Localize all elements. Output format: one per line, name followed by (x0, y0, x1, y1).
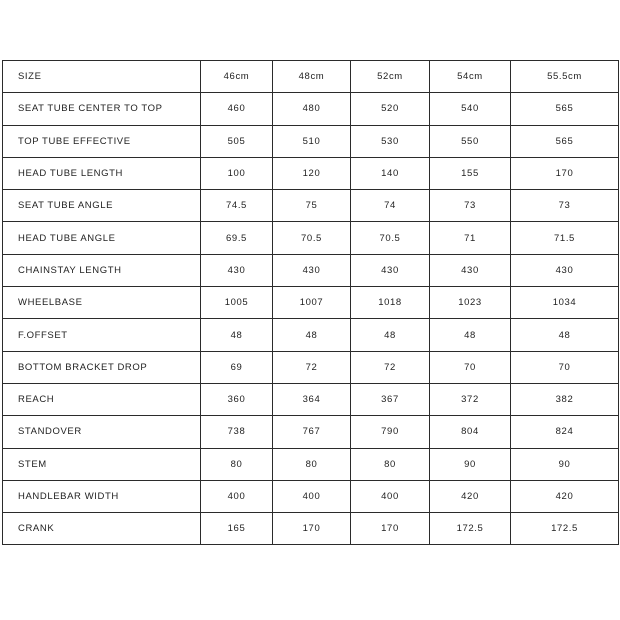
value-cell: 430 (430, 254, 511, 286)
value-cell: 140 (351, 157, 430, 189)
geometry-table (2, 60, 619, 545)
row-label-cell: TOP TUBE EFFECTIVE (3, 125, 201, 157)
value-cell: 100 (201, 157, 273, 189)
header-cell-46cm: 46cm (201, 61, 273, 93)
value-cell: 767 (273, 416, 351, 448)
row-label-cell: BOTTOM BRACKET DROP (3, 351, 201, 383)
row-label-cell: REACH (3, 383, 201, 415)
row-label-cell: CRANK (3, 513, 201, 545)
value-cell: 71.5 (511, 222, 619, 254)
value-cell: 1007 (273, 287, 351, 319)
value-cell: 172.5 (511, 513, 619, 545)
value-cell: 80 (351, 448, 430, 480)
value-cell: 540 (430, 93, 511, 125)
value-cell: 70 (430, 351, 511, 383)
header-cell-size: SIZE (3, 61, 201, 93)
table-row (3, 125, 619, 157)
table-row (3, 319, 619, 351)
value-cell: 155 (430, 157, 511, 189)
value-cell: 367 (351, 383, 430, 415)
value-cell: 1018 (351, 287, 430, 319)
value-cell: 72 (351, 351, 430, 383)
row-label-cell: HANDLEBAR WIDTH (3, 480, 201, 512)
value-cell: 69 (201, 351, 273, 383)
value-cell: 364 (273, 383, 351, 415)
value-cell: 74.5 (201, 190, 273, 222)
table-row (3, 287, 619, 319)
value-cell: 480 (273, 93, 351, 125)
table-row (3, 383, 619, 415)
value-cell: 1034 (511, 287, 619, 319)
table-row (3, 351, 619, 383)
value-cell: 71 (430, 222, 511, 254)
value-cell: 70 (511, 351, 619, 383)
value-cell: 530 (351, 125, 430, 157)
value-cell: 165 (201, 513, 273, 545)
value-cell: 400 (273, 480, 351, 512)
value-cell: 48 (351, 319, 430, 351)
table-row (3, 480, 619, 512)
row-label-cell: HEAD TUBE LENGTH (3, 157, 201, 189)
value-cell: 420 (511, 480, 619, 512)
value-cell: 170 (273, 513, 351, 545)
header-cell-54cm: 54cm (430, 61, 511, 93)
table-row (3, 448, 619, 480)
row-label-cell: WHEELBASE (3, 287, 201, 319)
value-cell: 565 (511, 125, 619, 157)
value-cell: 74 (351, 190, 430, 222)
value-cell: 430 (201, 254, 273, 286)
value-cell: 48 (201, 319, 273, 351)
value-cell: 372 (430, 383, 511, 415)
value-cell: 738 (201, 416, 273, 448)
row-label-cell: SEAT TUBE CENTER TO TOP (3, 93, 201, 125)
value-cell: 172.5 (430, 513, 511, 545)
header-cell-52cm: 52cm (351, 61, 430, 93)
value-cell: 804 (430, 416, 511, 448)
value-cell: 73 (430, 190, 511, 222)
value-cell: 550 (430, 125, 511, 157)
value-cell: 400 (201, 480, 273, 512)
value-cell: 48 (430, 319, 511, 351)
value-cell: 48 (511, 319, 619, 351)
value-cell: 72 (273, 351, 351, 383)
value-cell: 73 (511, 190, 619, 222)
value-cell: 382 (511, 383, 619, 415)
value-cell: 400 (351, 480, 430, 512)
value-cell: 70.5 (351, 222, 430, 254)
row-label-cell: SEAT TUBE ANGLE (3, 190, 201, 222)
table-row (3, 222, 619, 254)
row-label-cell: F.OFFSET (3, 319, 201, 351)
row-label-cell: CHAINSTAY LENGTH (3, 254, 201, 286)
value-cell: 80 (273, 448, 351, 480)
value-cell: 170 (511, 157, 619, 189)
value-cell: 430 (273, 254, 351, 286)
value-cell: 1005 (201, 287, 273, 319)
value-cell: 510 (273, 125, 351, 157)
value-cell: 430 (351, 254, 430, 286)
value-cell: 824 (511, 416, 619, 448)
value-cell: 360 (201, 383, 273, 415)
value-cell: 430 (511, 254, 619, 286)
header-cell-48cm: 48cm (273, 61, 351, 93)
value-cell: 70.5 (273, 222, 351, 254)
value-cell: 120 (273, 157, 351, 189)
table-row (3, 416, 619, 448)
table-row (3, 513, 619, 545)
value-cell: 75 (273, 190, 351, 222)
value-cell: 790 (351, 416, 430, 448)
value-cell: 69.5 (201, 222, 273, 254)
value-cell: 90 (511, 448, 619, 480)
row-label-cell: STANDOVER (3, 416, 201, 448)
value-cell: 420 (430, 480, 511, 512)
row-label-cell: STEM (3, 448, 201, 480)
row-label-cell: HEAD TUBE ANGLE (3, 222, 201, 254)
value-cell: 505 (201, 125, 273, 157)
table-row (3, 93, 619, 125)
header-cell-55-5cm: 55.5cm (511, 61, 619, 93)
value-cell: 565 (511, 93, 619, 125)
value-cell: 170 (351, 513, 430, 545)
value-cell: 520 (351, 93, 430, 125)
value-cell: 460 (201, 93, 273, 125)
table-header-row (3, 61, 619, 93)
value-cell: 1023 (430, 287, 511, 319)
table-row (3, 254, 619, 286)
value-cell: 80 (201, 448, 273, 480)
table-row (3, 157, 619, 189)
table-row (3, 190, 619, 222)
value-cell: 48 (273, 319, 351, 351)
value-cell: 90 (430, 448, 511, 480)
